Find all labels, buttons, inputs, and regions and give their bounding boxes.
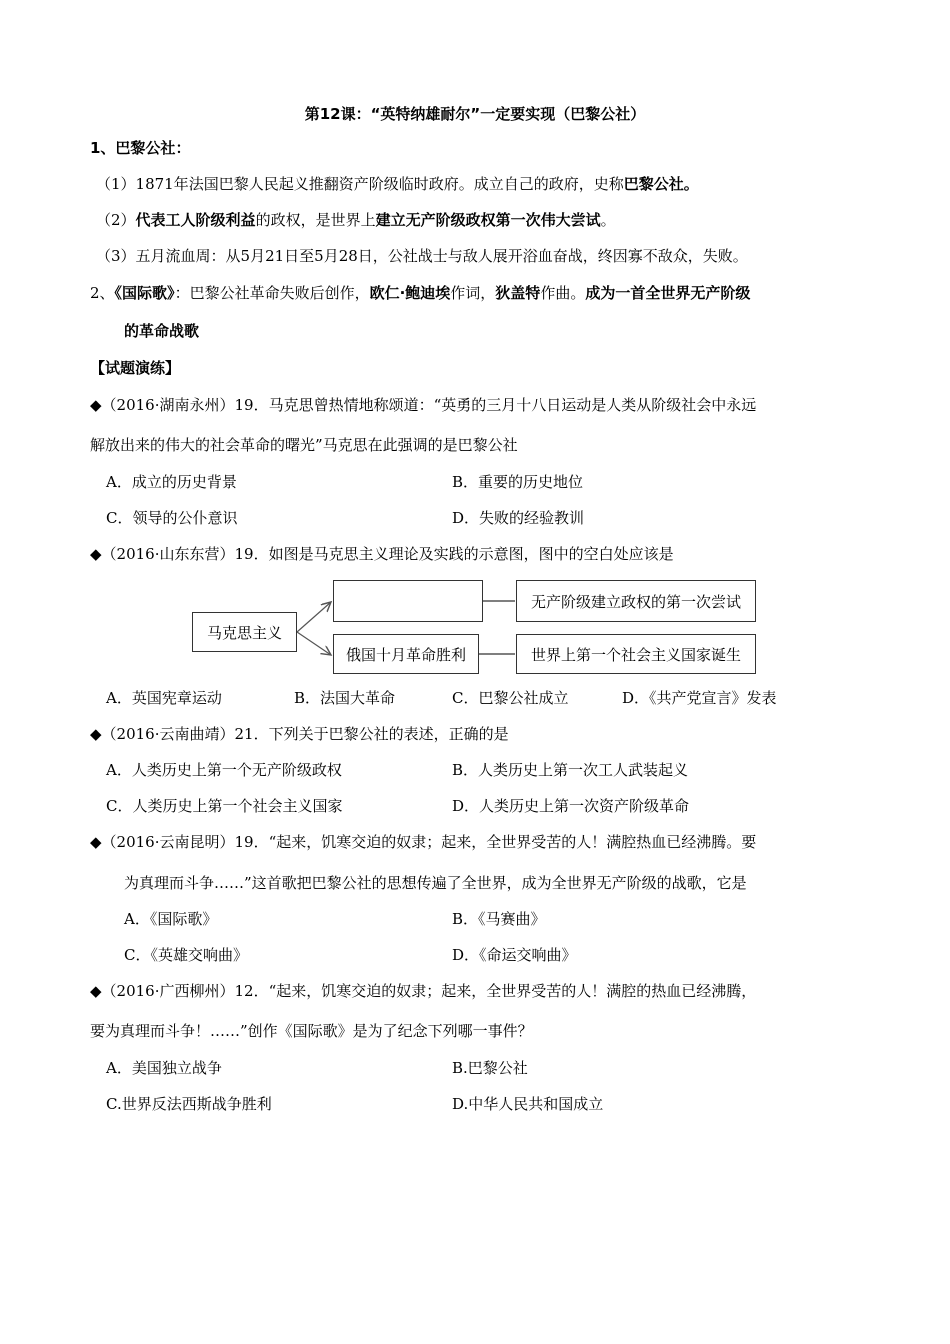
page-title: 第12课：“英特纳雄耐尔”一定要实现（巴黎公社） [304, 105, 646, 123]
q4-stem-cont: 为真理而斗争……”这首歌把巴黎公社的思想传遍了全世界，成为全世界无产阶级的战歌，它是 [124, 874, 747, 892]
q5-option-a[interactable]: A．美国独立战争 [106, 1059, 222, 1077]
q4-option-b[interactable]: B．《马赛曲》 [452, 910, 546, 928]
q2-stem: ◆（2016·山东东营）19．如图是马克思主义理论及实践的示意图，图中的空白处应该是 [90, 545, 674, 563]
arrow-bottom [297, 632, 331, 655]
q1-option-c[interactable]: C．领导的公仆意识 [106, 509, 238, 527]
q5-stem-cont: 要为真理而斗争！……”创作《国际歌》是为了纪念下列哪一事件？ [90, 1022, 533, 1040]
diagram-node-october-revolution: 俄国十月革命胜利 [333, 634, 479, 674]
section-heading-paris-commune: 1、巴黎公社： [90, 139, 191, 157]
q3-option-c[interactable]: C．人类历史上第一个社会主义国家 [106, 797, 343, 815]
q2-option-b[interactable]: B．法国大革命 [294, 689, 396, 707]
practice-heading: 【试题演练】 [90, 359, 181, 377]
q3-stem: ◆（2016·云南曲靖）21．下列关于巴黎公社的表述，正确的是 [90, 725, 509, 743]
point-2: （2）代表工人阶级利益的政权，是世界上建立无产阶级政权第一次伟大尝试。 [96, 211, 616, 229]
section-internationale: 2、《国际歌》：巴黎公社革命失败后创作，欧仁·鲍迪埃作词，狄盖特作曲。成为一首全世界无产阶级 [90, 284, 751, 302]
diagram-node-blank [333, 580, 483, 622]
q1-stem-cont: 解放出来的伟大的社会革命的曙光”马克思在此强调的是巴黎公社 [90, 436, 518, 454]
q3-option-d[interactable]: D．人类历史上第一次资产阶级革命 [452, 797, 690, 815]
q4-option-a[interactable]: A．《国际歌》 [124, 910, 218, 928]
q1-option-b[interactable]: B．重要的历史地位 [452, 473, 584, 491]
q5-option-d[interactable]: D.中华人民共和国成立 [452, 1095, 604, 1113]
section-internationale-cont: 的革命战歌 [124, 322, 200, 340]
q3-option-b[interactable]: B．人类历史上第一次工人武装起义 [452, 761, 689, 779]
q4-stem: ◆（2016·云南昆明）19．“起来，饥寒交迫的奴隶；起来，全世界受苦的人！满腔热血已经沸腾。要 [90, 833, 757, 851]
q4-option-c[interactable]: C．《英雄交响曲》 [124, 946, 248, 964]
point-1: （1）1871年法国巴黎人民起义推翻资产阶级临时政府。成立自己的政府，史称巴黎公社。 [96, 175, 699, 193]
diagram-node-marxism: 马克思主义 [192, 612, 297, 652]
q3-option-a[interactable]: A．人类历史上第一个无产阶级政权 [106, 761, 342, 779]
q5-option-c[interactable]: C.世界反法西斯战争胜利 [106, 1095, 272, 1113]
q1-option-d[interactable]: D．失败的经验教训 [452, 509, 585, 527]
q1-option-a[interactable]: A．成立的历史背景 [106, 473, 237, 491]
q2-option-a[interactable]: A．英国宪章运动 [106, 689, 222, 707]
q5-stem: ◆（2016·广西柳州）12．“起来，饥寒交迫的奴隶；起来，全世界受苦的人！满腔的热血已经沸腾， [90, 982, 757, 1000]
q2-option-d[interactable]: D．《共产党宣言》发表 [622, 689, 777, 707]
q2-option-c[interactable]: C．巴黎公社成立 [452, 689, 569, 707]
arrow-top [297, 602, 331, 632]
point-3: （3）五月流血周：从5月21日至5月28日，公社战士与敌人展开浴血奋战，终因寡不敌众，失败。 [96, 247, 748, 265]
diagram-node-first-attempt: 无产阶级建立政权的第一次尝试 [516, 580, 756, 622]
q1-stem: ◆（2016·湖南永州）19．马克思曾热情地称颂道：“英勇的三月十八日运动是人类从阶级社会中永远 [90, 396, 757, 414]
q5-option-b[interactable]: B.巴黎公社 [452, 1059, 528, 1077]
diagram-node-first-socialist-state: 世界上第一个社会主义国家诞生 [516, 634, 756, 674]
q4-option-d[interactable]: D．《命运交响曲》 [452, 946, 577, 964]
